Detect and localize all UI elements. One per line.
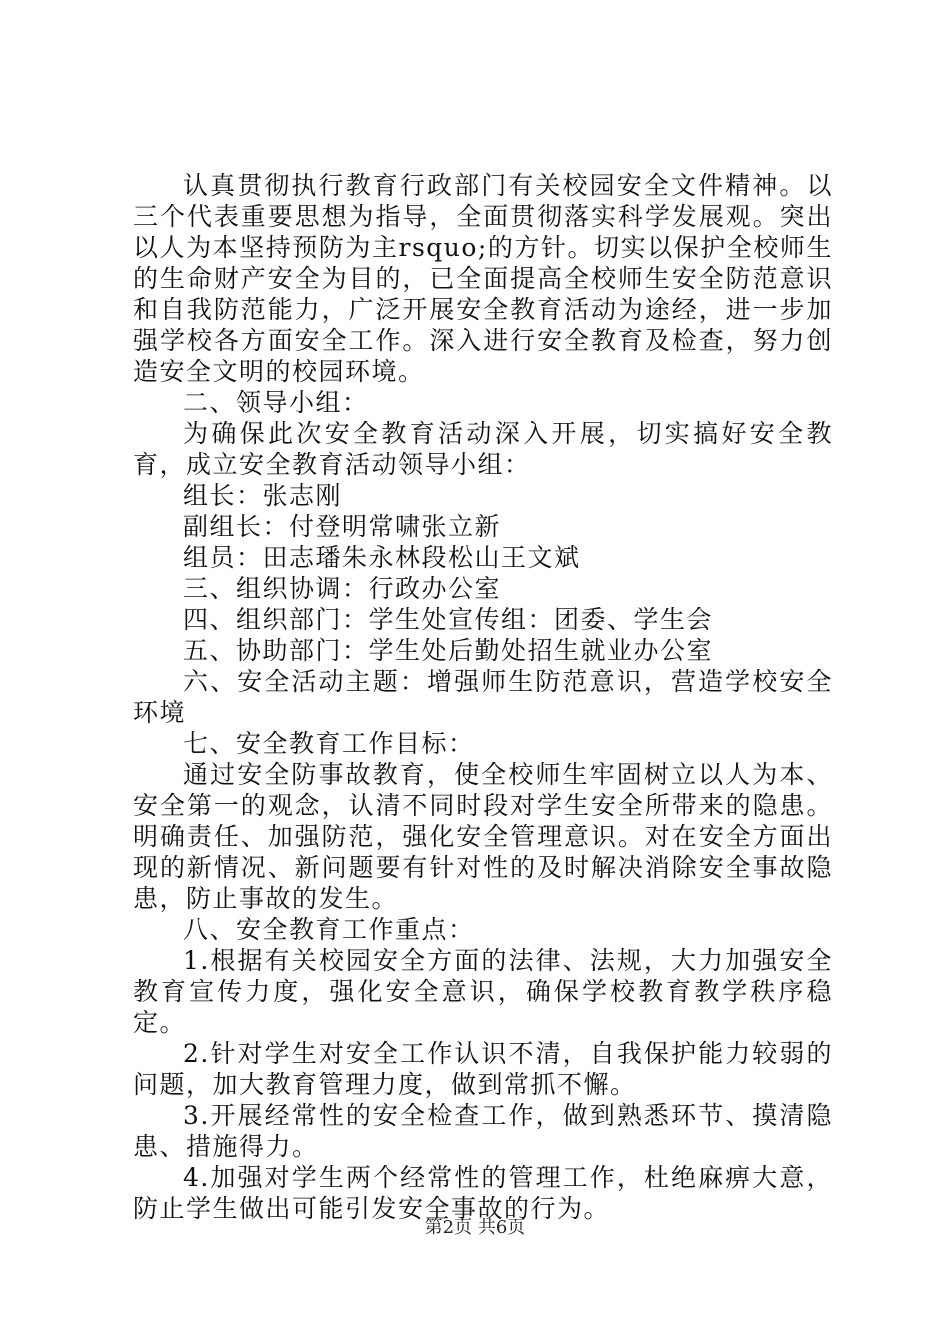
paragraph-leadership-purpose: 为确保此次安全教育活动深入开展，切实搞好安全教育，成立安全教育活动领导小组： [133,419,833,479]
paragraph-intro: 认真贯彻执行教育行政部门有关校园安全文件精神。以三个代表重要思想为指导，全面贯彻落实科学发展观。突出以人为本坚持预防为主rsquo;的方针。切实以保护全校师生的生命财产安全为目的，已全面提高全校师生安全防范意识和自我防范能力，广泛开展安全教育活动为途经，进一步加强学校各方面安全工作。深入进行安全教育及检查，努力创造安全文明的校园环境。 [133,171,833,386]
heading-leadership-group: 二、领导小组： [183,388,369,417]
heading-coordination: 三、组织协调：行政办公室 [183,574,502,603]
document-body [133,170,833,1224]
members-line: 组员：田志璠朱永林段松山王文斌 [183,543,581,572]
priority-item-2: 2.针对学生对安全工作认识不清，自我保护能力较弱的问题，加大教育管理力度，做到常抓不懈。 [133,1039,833,1099]
deputy-leader-line: 副组长：付登明常啸张立新 [183,512,502,541]
leader-line: 组长：张志刚 [183,481,343,510]
paragraph-work-goals: 通过安全防事故教育，使全校师生牢固树立以人为本、安全第一的观念，认清不同时段对学生安全所带来的隐患。明确责任、加强防范，强化安全管理意识。对在安全方面出现的新情况、新问题要有针对性的及时解决消除安全事故隐患，防止事故的发生。 [133,760,833,913]
heading-organizing-departments: 四、组织部门：学生处宣传组：团委、学生会 [183,605,714,634]
heading-work-priorities: 八、安全教育工作重点： [183,915,475,944]
heading-work-goals: 七、安全教育工作目标： [183,729,475,758]
heading-activity-theme: 六、安全活动主题：增强师生防范意识，营造学校安全环境 [133,667,833,727]
priority-item-1: 1.根据有关校园安全方面的法律、法规，大力加强安全教育宣传力度，强化安全意识，确保学校教育教学秩序稳定。 [133,946,833,1037]
priority-item-4: 4.加强对学生两个经常性的管理工作，杜绝麻痹大意，防止学生做出可能引发安全事故的行为。 [133,1163,833,1223]
priority-item-3: 3.开展经常性的安全检查工作，做到熟悉环节、摸清隐患、措施得力。 [133,1101,833,1161]
page-footer: 第2页 共6页 [424,1217,526,1238]
heading-assisting-departments: 五、协助部门：学生处后勤处招生就业办公室 [183,636,714,665]
